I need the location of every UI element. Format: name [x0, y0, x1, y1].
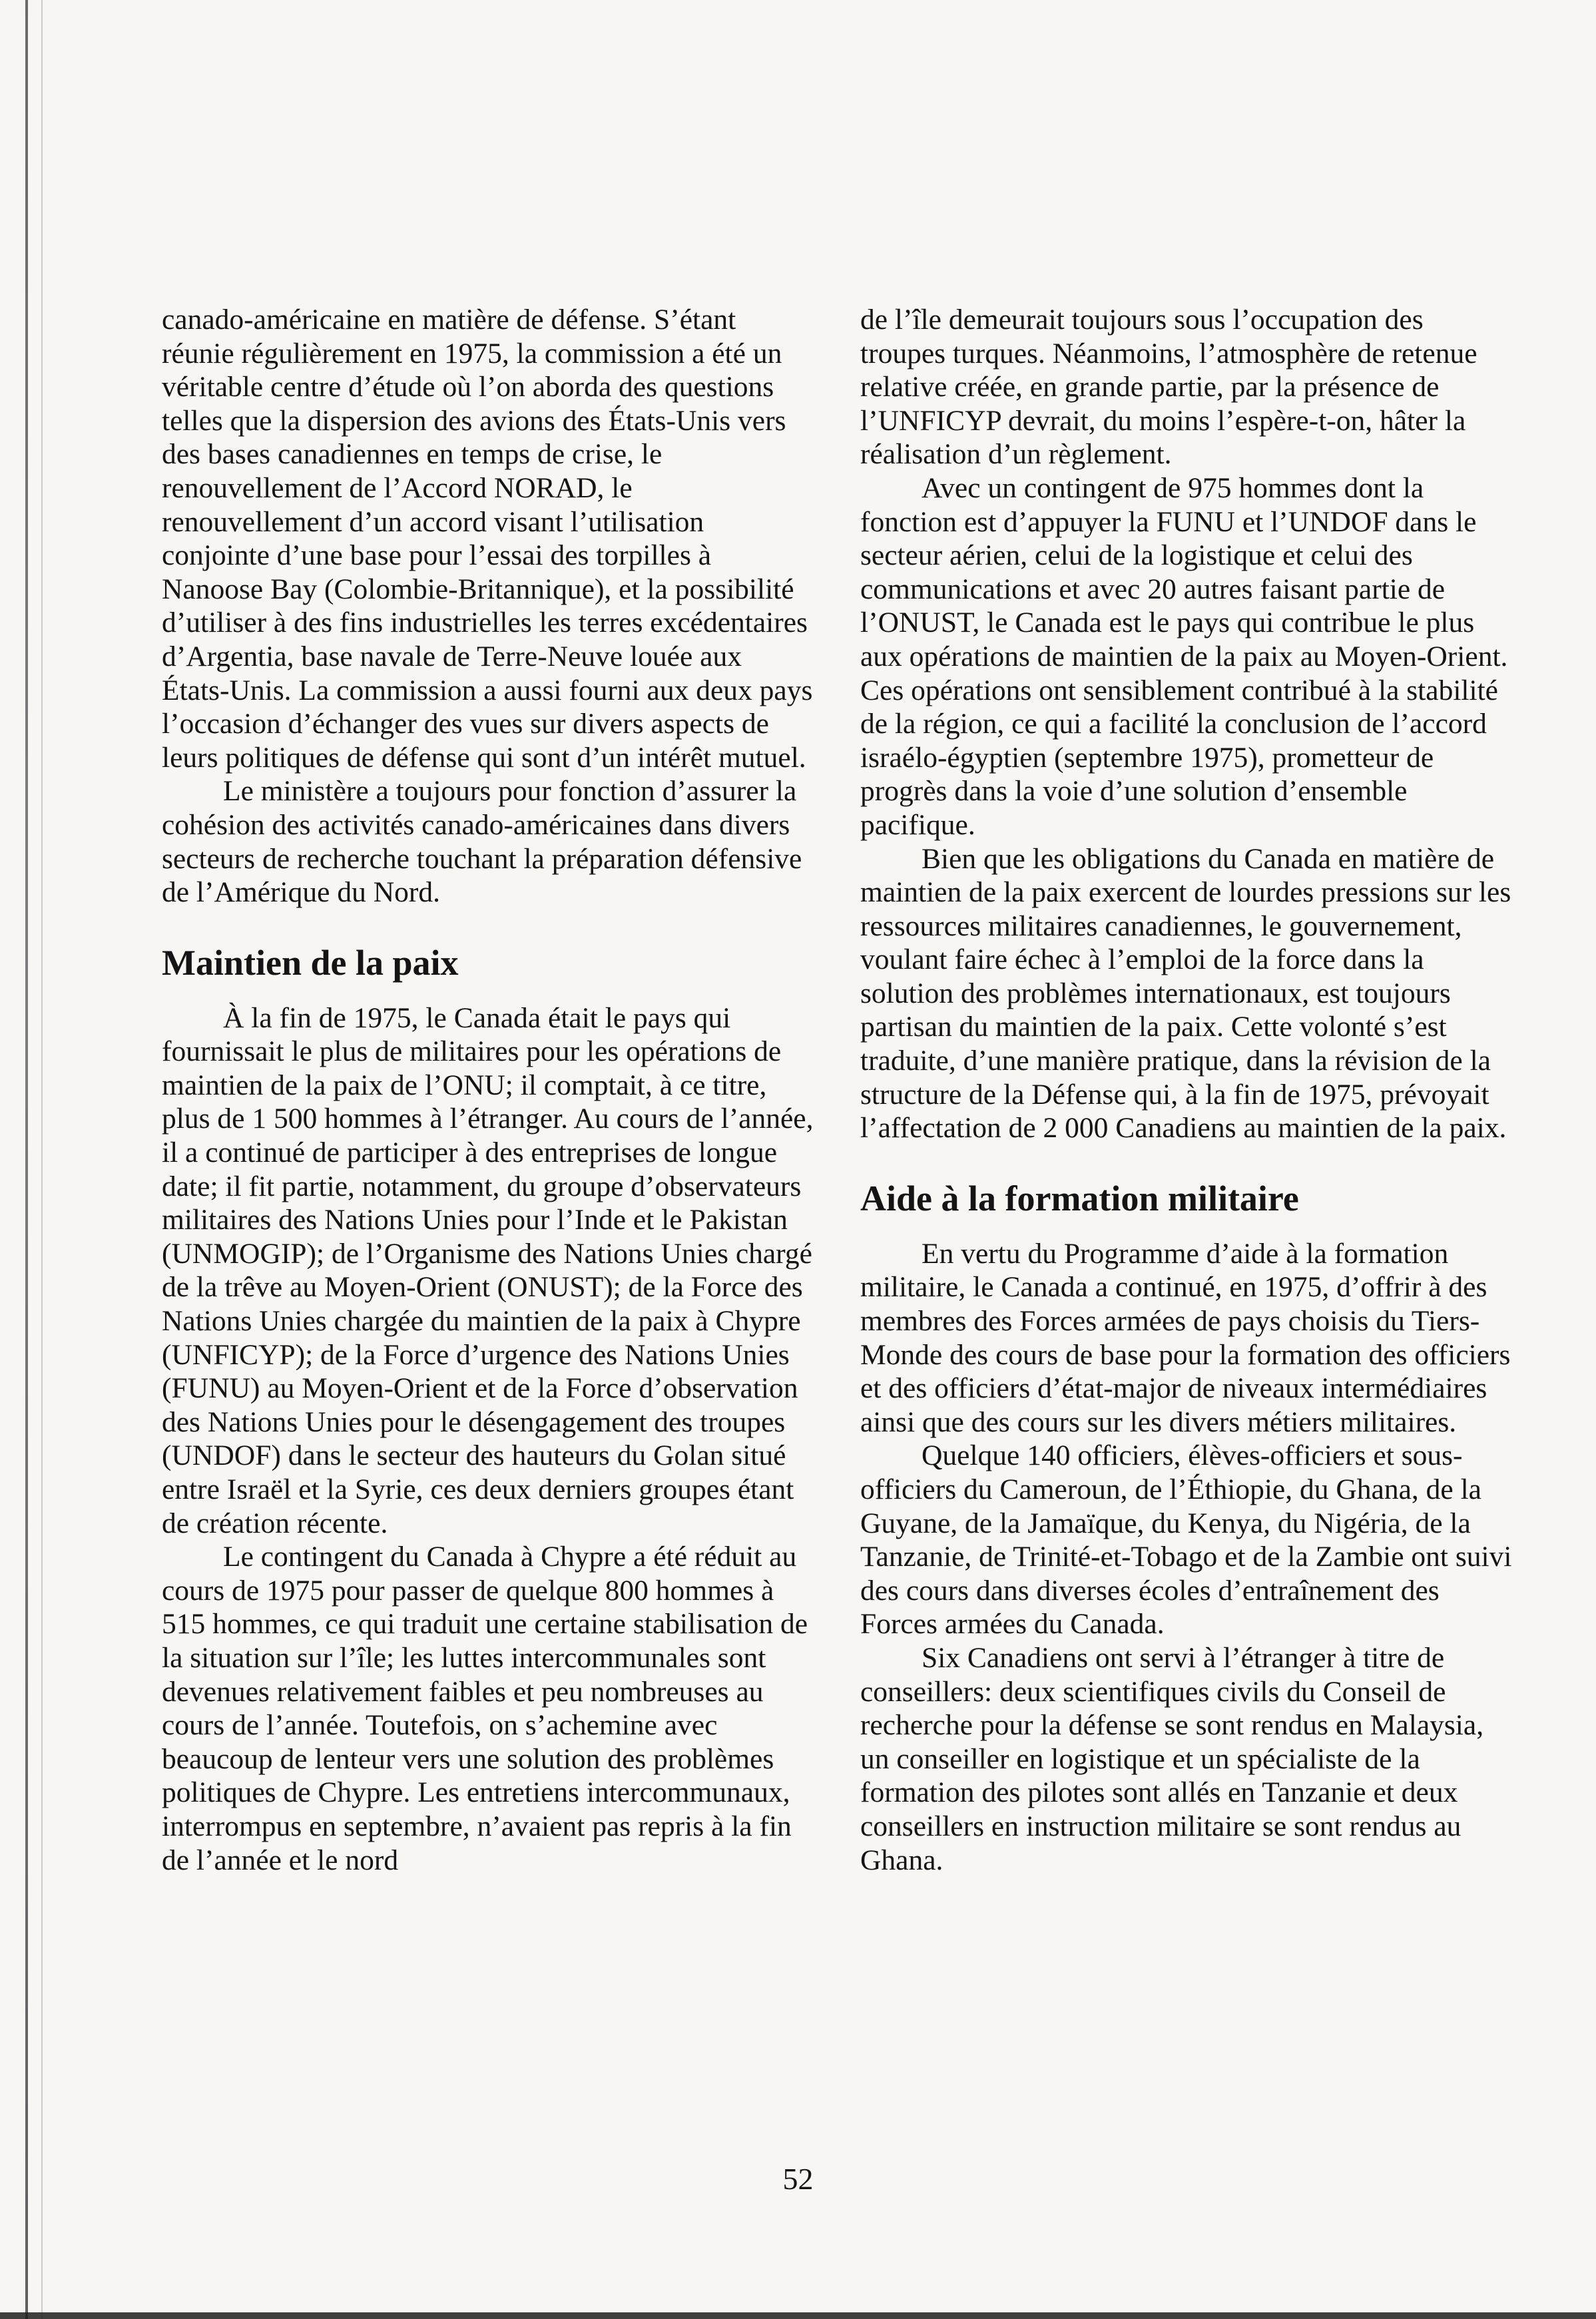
paragraph: À la fin de 1975, le Canada était le pays qui fournissait le plus de militaires pour les opérations de maintien de la paix de l’ONU; il comptait, à ce titre, plus de 1 500 hommes à l’étranger. Au cours de l’année, il a continué de participer à des entreprises de longue date; il fit partie, notamment, du groupe d’observateurs militaires des Nations Unies pour l’Inde et le Pakistan (UNMOGIP); de l’Organisme des Nations Unies chargé de la trêve au Moyen-Orient (ONUST); de la Force des Nations Unies chargée du maintien de la paix à Chypre (UNFICYP); de la Force d’urgence des Nations Unies (FUNU) au Moyen-Orient et de la Force d’observation des Nations Unies pour le désengagement des troupes (UNDOF) dans le secteur des hauteurs du Golan situé entre Israël et la Syrie, ces deux derniers groupes étant de création récente.	[162, 1001, 814, 1539]
scan-binding-edge	[25, 0, 28, 2319]
paragraph: En vertu du Programme d’aide à la formation militaire, le Canada a continué, en 1975, d’offrir à des membres des Forces armées de pays choisis du Tiers-Monde des cours de base pour la formation des officiers et des officiers d’état-major de niveaux intermédiaires ainsi que des cours sur les divers métiers militaires.	[860, 1237, 1511, 1438]
right-column	[860, 303, 1513, 1877]
paragraph: de l’île demeurait toujours sous l’occupation des troupes turques. Néanmoins, l’atmosphère de retenue relative créée, en grande partie, par la présence de l’UNFICYP devrait, du moins l’espère-t-on, hâter la réalisation d’un règlement.	[860, 304, 1477, 471]
paragraph: Six Canadiens ont servi à l’étranger à titre de conseillers: deux scientifiques civils du Conseil de recherche pour la défense se sont rendus en Malaysia, un conseiller en logistique et un spécialiste de la formation des pilotes sont allés en Tanzanie et deux conseillers en instruction militaire se sont rendus au Ghana.	[860, 1641, 1484, 1876]
section-heading-aide: Aide à la formation militaire	[860, 1178, 1299, 1218]
paragraph: Quelque 140 officiers, élèves-officiers et sous-officiers du Cameroun, de l’Éthiopie, du Ghana, de la Guyane, de la Jamaïque, du Kenya, du Nigéria, de la Tanzanie, de Trinité-et-Tobago et de la Zambie ont suivi des cours dans diverses écoles d’entraînement des Forces armées du Canada.	[860, 1439, 1512, 1641]
section-heading-maintien: Maintien de la paix	[162, 942, 459, 983]
paragraph: canado-américaine en matière de défense. S’étant réunie régulièrement en 1975, la commission a été un véritable centre d’étude où l’on aborda des questions telles que la dispersion des avions des États-Unis vers des bases canadiennes en temps de crise, le renouvellement de l’Accord NORAD, le renouvellement d’un accord visant l’utilisation conjointe d’une base pour l’essai des torpilles à Nanoose Bay (Colombie-Britannique), et la possibilité d’utiliser à des fins industrielles les terres excédentaires d’Argentia, base navale de Terre-Neuve louée aux États-Unis. La commission a aussi fourni aux deux pays l’occasion d’échanger des vues sur divers aspects de leurs politiques de défense qui sont d’un intérêt mutuel.	[162, 304, 813, 774]
scan-bottom-edge	[0, 2312, 1596, 2319]
paragraph: Le contingent du Canada à Chypre a été réduit au cours de 1975 pour passer de quelque 800 hommes à 515 hommes, ce qui traduit une certaine stabilisation de la situation sur l’île; les luttes intercommunales sont devenues relativement faibles et peu nombreuses au cours de l’année. Toutefois, on s’achemine avec beaucoup de lenteur vers une solution des problèmes politiques de Chypre. Les entretiens intercommunaux, interrompus en septembre, n’avaient pas repris à la fin de l’année et le nord	[162, 1541, 808, 1876]
left-column	[162, 303, 814, 1877]
paragraph: Bien que les obligations du Canada en matière de maintien de la paix exercent de lourdes pressions sur les ressources militaires canadiennes, le gouvernement, voulant faire échec à l’emploi de la force dans la solution des problèmes internationaux, est toujours partisan du maintien de la paix. Cette volonté s’est traduite, d’une manière pratique, dans la révision de la structure de la Défense qui, à la fin de 1975, prévoyait l’affectation de 2 000 Canadiens au maintien de la paix.	[860, 842, 1511, 1145]
page-number: 52	[782, 2162, 814, 2196]
paragraph: Le ministère a toujours pour fonction d’assurer la cohésion des activités canado-américaines dans divers secteurs de recherche touchant la préparation défensive de l’Amérique du Nord.	[162, 775, 802, 909]
scan-binding-shadow	[41, 0, 43, 2319]
paragraph: Avec un contingent de 975 hommes dont la fonction est d’appuyer la FUNU et l’UNDOF dans le secteur aérien, celui de la logistique et celui des communications et avec 20 autres faisant partie de l’ONUST, le Canada est le pays qui contribue le plus aux opérations de maintien de la paix au Moyen-Orient. Ces opérations ont sensiblement contribué à la stabilité de la région, ce qui a facilité la conclusion de l’accord israélo-égyptien (septembre 1975), prometteur de progrès dans la voie d’une solution d’ensemble pacifique.	[860, 471, 1508, 841]
